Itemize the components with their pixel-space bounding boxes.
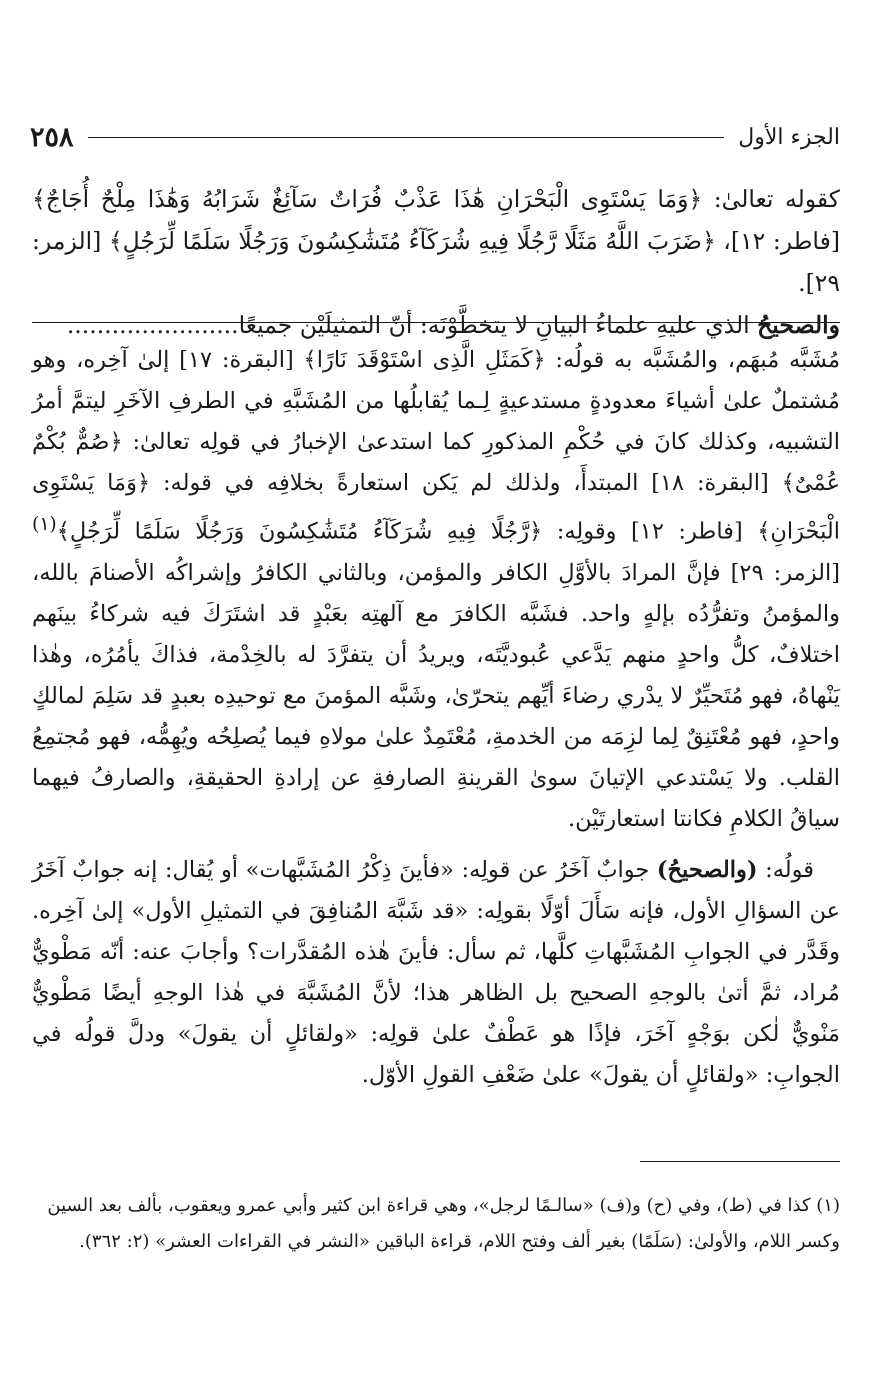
commentary-p1-end: [الزمر: ٢٩] فإنَّ المرادَ بالأوَّلِ الكافر والمؤمن، وبالثاني الكافرُ وإشراكُه الأصنامَ بالله، والمؤمنُ وتفرُّدُه بإلهٍ واحد. فشَبَّه الكافرَ مع آلهتِه بعَبْدٍ قد اشتَرَكَ فيه شركاءُ بينَهم اختلافٌ، كلُّ واحدٍ منهم يَدَّعي عُبوديَّتَه، ويريدُ أن يتفرَّدَ له بالخِدْمة، فذاكَ يأمُرُه، وهٰذا يَنْهاهُ، فهو مُتَحيِّرٌ لا يدْري رضاءَ أيِّهم يتحرّىٰ، وشَبَّه المؤمنَ مع توحيدِه بعبدٍ قد سَلِمَ لمالكٍ واحدٍ، فهو مُعْتَنِقٌ لِما لزِمَه من الخدمةِ، مُعْتَمِدٌ علىٰ مولاهِ فيما يُصلِحُه ويُهِمُّه، فهو مُجتمِعُ القلب. ولا يَسْتدعي الإتيانَ سوىٰ القرينةِ الصارفةِ عن إرادةِ الحقيقةِ، والصارفُ فيهما سياقُ الكلامِ فكانتا استعارتَيْن. bbox=[32, 559, 841, 832]
commentary-p2-lead: قولُه: bbox=[757, 856, 814, 883]
page-number: ٢٥٨ bbox=[30, 121, 74, 153]
footnote-1-line-2: وكسر اللام، والأولىٰ: (سَلَمًا) بغير ألف وفتح اللام، قراءة الباقين «النشر في القراءات العشر» (٢: ٣٦٢). bbox=[79, 1231, 840, 1252]
commentary-paragraph-1 bbox=[32, 340, 840, 840]
ellipsis-dots: ...................... bbox=[66, 311, 232, 339]
section-divider bbox=[32, 322, 840, 323]
footnote-reference[interactable]: (١) bbox=[32, 514, 57, 535]
commentary-p1: مُشَبَّه مُبهَم، والمُشَبَّه به قولُه: ﴿كَمَثَلِ الَّذِى اسْتَوْقَدَ نَارًا﴾ [البقرة: ١٧] إلىٰ آخِره، وهو مُشتملٌ علىٰ أشياءَ معدودةٍ مستدعيةٍ لِـما يُقابلُها من المُشَبَّهِ في الطرفِ الآخَرِ ليتمَّ أمرُ التشبيه، وكذلك كانَ في حُكْمِ المذكورِ كما استدعىٰ الإخبارُ في قولِه تعالىٰ: ﴿صُمٌّ بُكْمٌ عُمْىٌ﴾ [البقرة: ١٨] المبتدأَ، ولذلك لم يَكن استعارةً بخلافِه في قوله: ﴿وَمَا يَسْتَوِى الْبَحْرَانِ﴾ [فاطر: ١٢] وقولِه: ﴿رَّجُلًا فِيهِ شُرَكَآءُ مُتَشَٰكِسُونَ وَرَجُلًا سَلَمًا لِّرَجُلٍ﴾ bbox=[32, 347, 841, 545]
bold-keyword: والصحيحُ bbox=[757, 311, 840, 339]
footnote-1-line-1: (١) كذا في (ط)، وفي (ح) و(ف) «سالـمًا لرجل»، وهي قراءة ابن كثير وأبي عمرو ويعقوب، بألف بعد السين bbox=[47, 1195, 840, 1216]
main-paragraph bbox=[32, 178, 840, 346]
footnotes bbox=[32, 1188, 840, 1260]
main-text-conclusion: الذي عليهِ علماءُ البيانِ لا يتخطَّوْنَه: أنّ التمثيلَيْن جميعًا. bbox=[231, 311, 758, 339]
bold-lemma: (والصحيحُ) bbox=[656, 856, 758, 883]
footnote-divider bbox=[640, 1161, 840, 1162]
main-text-intro: كقوله تعالىٰ: ﴿وَمَا يَسْتَوِى الْبَحْرَانِ هَٰذَا عَذْبٌ فُرَاتٌ سَآئِغٌ شَرَابُهُ وَهَٰذَا مِلْحٌ أُجَاجٌ﴾ [فاطر: ١٢]، ﴿ضَرَبَ اللَّهُ مَثَلًا رَّجُلًا فِيهِ شُرَكَآءُ مُتَشَٰكِسُونَ وَرَجُلًا سَلَمًا لِّرَجُلٍ﴾ [الزمر: ٢٩]. bbox=[32, 185, 840, 297]
commentary-paragraph-2 bbox=[32, 850, 840, 1096]
page-header bbox=[30, 117, 840, 157]
header-rule bbox=[88, 137, 725, 138]
main-text bbox=[32, 178, 840, 346]
commentary-text bbox=[32, 340, 840, 1096]
part-title: الجزء الأول bbox=[738, 124, 840, 150]
commentary-p2: جوابٌ آخَرُ عن قولِه: «فأينَ ذِكْرُ المُشَبَّهات» أو يُقال: إنه جوابٌ آخَرُ عن السؤالِ الأول، فإنه سَأَلَ أوّلًا بقولِه: «قد شَبَّهَ المُنافِقَ في التمثيلِ الأول» إلىٰ آخِره. وقَدَّر في الجوابِ المُشَبَّهاتِ كلَّها، ثم سأل: فأينَ هٰذه المُقدَّرات؟ وأجابَ عنه: أنّه مَطْويٌّ مُراد، ثمَّ أتىٰ بالوجهِ الصحيح بل الظاهر هذا؛ لأنَّ المُشَبَّهَ في هٰذا الوجهِ أيضًا مَطْويٌّ مَنْويٌّ لٰكن بوَجْهٍ آخَرَ، فإذًا هو عَطْفٌ علىٰ قولِه: «ولقائلٍ أن يقولَ» ودلَّ قولُه في الجوابِ: «ولقائلٍ أن يقولَ» علىٰ ضَعْفِ القولِ الأوّل. bbox=[32, 856, 840, 1088]
